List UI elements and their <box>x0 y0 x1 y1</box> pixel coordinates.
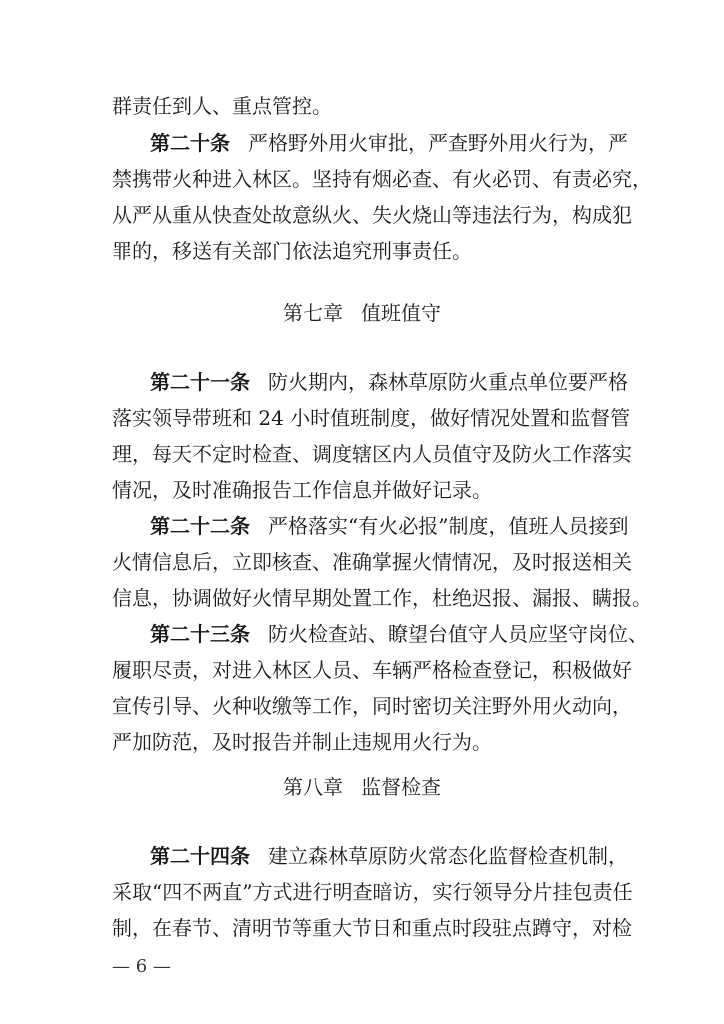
article-20-line-1: 第二十条 严格野外用火审批，严查野外用火行为，严 <box>150 131 628 155</box>
article-22-line-2: 火情信息后，立即核查、准确掌握火情情况，及时报送相关 <box>112 550 632 574</box>
article-20-line-4: 罪的，移送有关部门依法追究刑事责任。 <box>112 239 472 263</box>
article-22-line-1: 第二十二条 严格落实“有火必报”制度，值班人员接到 <box>150 514 629 538</box>
article-24-line-2: 采取“四不两直”方式进行明查暗访，实行领导分片挂包责任 <box>112 880 633 904</box>
article-24-line-3: 制，在春节、清明节等重大节日和重点时段驻点蹲守，对检 <box>112 916 632 940</box>
article-24-line-1: 第二十四条 建立森林草原防火常态化监督检查机制， <box>150 844 628 868</box>
article-21-line-3: 理，每天不定时检查、调度辖区内人员值守及防火工作落实 <box>112 442 632 466</box>
article-23-line-3: 宣传引导、火种收缴等工作，同时密切关注野外用火动向， <box>112 694 632 718</box>
article-label: 第二十条 <box>150 131 230 155</box>
article-20-line-3: 从严从重从快查处故意纵火、失火烧山等违法行为，构成犯 <box>112 203 632 227</box>
article-label: 第二十二条 <box>150 514 250 538</box>
article-21-line-4: 情况，及时准确报告工作信息并做好记录。 <box>112 478 492 502</box>
article-label: 第二十三条 <box>150 622 250 646</box>
paragraph-line: 群责任到人、重点管控。 <box>112 94 332 118</box>
article-22-line-3: 信息，协调做好火情早期处置工作，杜绝迟报、漏报、瞒报。 <box>112 586 652 610</box>
page-number: — 6 — <box>112 956 171 977</box>
article-23-line-2: 履职尽责，对进入林区人员、车辆严格检查登记，积极做好 <box>112 658 632 682</box>
article-23-line-4: 严加防范，及时报告并制止违规用火行为。 <box>112 730 492 754</box>
article-21-line-1: 第二十一条 防火期内，森林草原防火重点单位要严格 <box>150 370 628 394</box>
article-label: 第二十一条 <box>150 370 250 394</box>
article-21-line-2: 落实领导带班和 24 小时值班制度，做好情况处置和监督管 <box>112 406 631 430</box>
article-label: 第二十四条 <box>150 844 250 868</box>
article-20-line-2: 禁携带火种进入林区。坚持有烟必查、有火必罚、有责必究， <box>112 167 652 191</box>
article-23-line-1: 第二十三条 防火检查站、瞭望台值守人员应坚守岗位、 <box>150 622 648 646</box>
chapter-8-heading: 第八章 监督检查 <box>283 775 441 799</box>
chapter-7-heading: 第七章 值班值守 <box>283 301 441 325</box>
